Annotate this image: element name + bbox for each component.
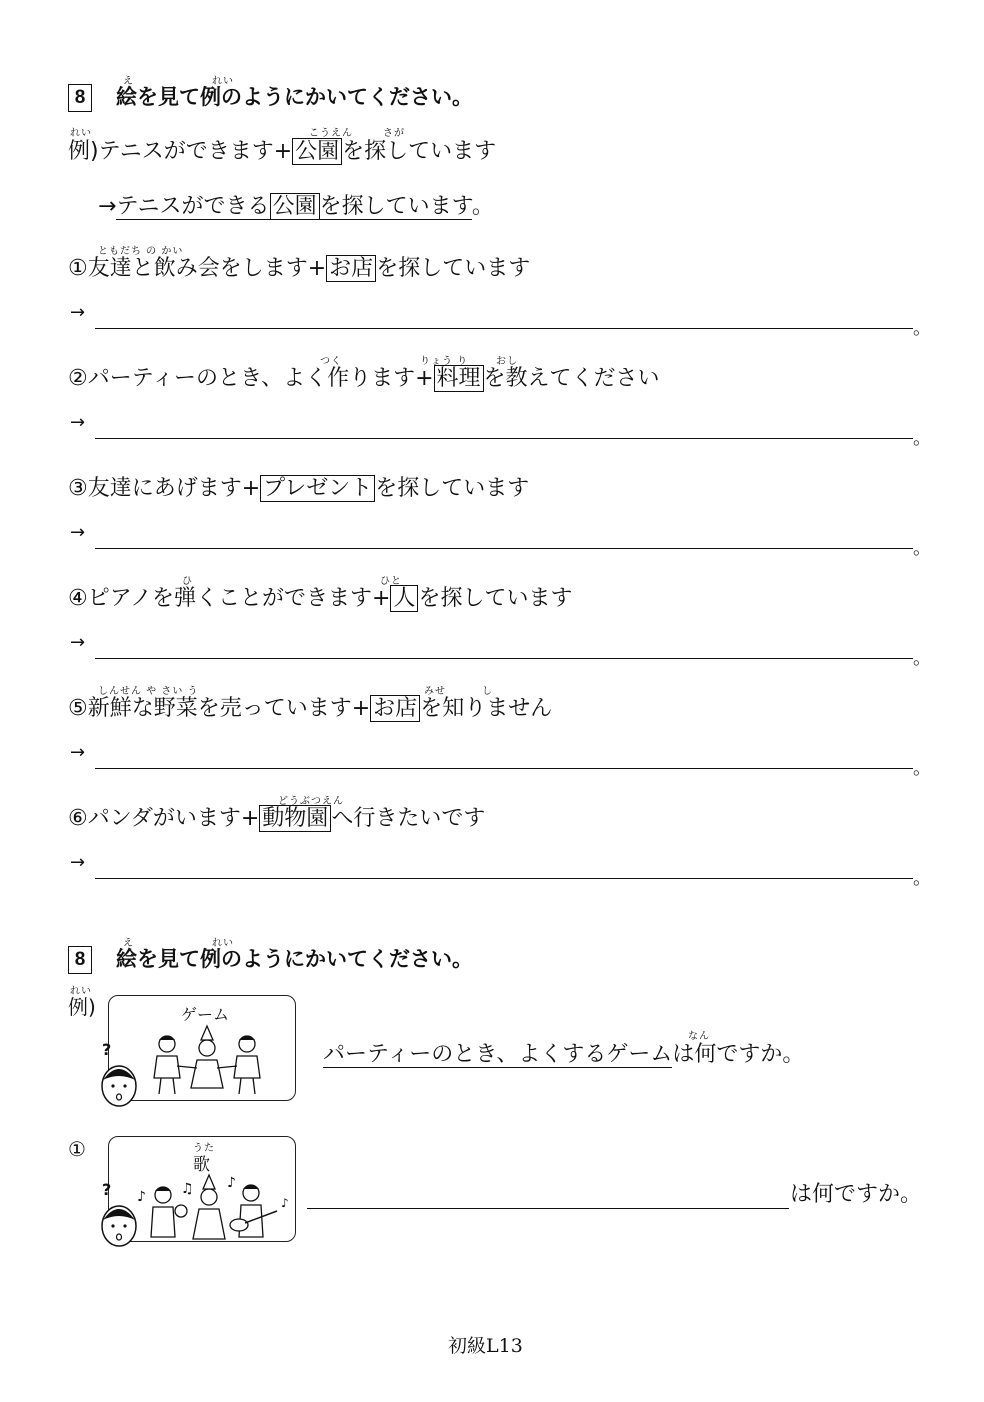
item-ruby: どうぶつえん [278, 796, 344, 807]
item-ruby: し [482, 686, 493, 697]
item-boxed-word: プレゼント [260, 475, 375, 502]
answer-arrow-icon: → [70, 742, 86, 763]
item-before: ピアノを弾くことができます+ [87, 586, 391, 611]
section2-example-ruby: れい [70, 986, 92, 997]
item-prompt [68, 804, 485, 834]
section2-example-answer [323, 1040, 804, 1070]
item1-answer-tail: は何ですか。 [790, 1182, 923, 1207]
item-boxed-word: 人 [390, 585, 418, 612]
item-ruby: ともだち の かい [98, 246, 184, 257]
example-label-ruby: れい [70, 128, 92, 139]
heading-ruby-rei: れい [212, 76, 234, 87]
item-boxed-word: お店 [326, 255, 376, 282]
item-boxed-word: 動物園 [259, 805, 331, 832]
item1-questioner-face-icon [98, 1198, 140, 1250]
answer-period: 。 [913, 758, 931, 779]
item-after: へ行きたいです [331, 806, 486, 831]
item-before: パーティーのとき、よく作ります+ [87, 366, 434, 391]
section2-number-box: 8 [68, 946, 92, 974]
answer-arrow-icon: → [70, 852, 86, 873]
section2-heading-ruby-e: え [123, 938, 134, 949]
example-answer-arrow: → [98, 194, 117, 219]
section2-item1-marker: ① [68, 1137, 86, 1161]
example-answer-period: 。 [471, 194, 494, 219]
answer-line[interactable] [95, 768, 913, 769]
item-prompt [68, 364, 660, 394]
item-prompt [68, 474, 529, 504]
item-marker: ④ [68, 586, 88, 611]
svg-text:♪: ♪ [227, 1175, 236, 1191]
item-ruby: しんせん や さい う [98, 686, 199, 697]
item-before: 友達にあげます+ [87, 476, 261, 501]
example-answer [98, 192, 494, 222]
item1-answer-line[interactable] [307, 1208, 789, 1209]
item-before: パンダがいます+ [87, 806, 260, 831]
item-boxed-word: 料理 [434, 365, 484, 392]
example-rest-ruby: なん [688, 1031, 710, 1042]
item-prompt [68, 254, 530, 284]
answer-line[interactable] [95, 658, 913, 659]
svg-text:♪: ♪ [137, 1189, 146, 1205]
item-ruby: ひ [182, 576, 193, 587]
heading-ruby-e: え [123, 76, 134, 87]
item-ruby: りょう り [420, 356, 469, 367]
answer-period: 。 [913, 648, 931, 669]
item-marker: ② [68, 366, 88, 391]
section2-example-rest: は何ですか。 [672, 1042, 805, 1067]
item-after: を探しています [375, 476, 530, 501]
answer-arrow-icon: → [70, 302, 86, 323]
answer-line[interactable] [95, 878, 913, 879]
item-prompt [68, 694, 552, 724]
example-picture-word: ゲーム [181, 1005, 230, 1024]
answer-period: 。 [913, 318, 931, 339]
example-suffix: を探しています [342, 139, 497, 164]
item-prompt [68, 584, 572, 614]
item1-picture-word: 歌 [193, 1155, 210, 1175]
item1-question-mark: ? [102, 1180, 112, 1199]
answer-period: 。 [913, 868, 931, 889]
item-after: を探しています [418, 586, 573, 611]
answer-arrow-icon: → [70, 522, 86, 543]
item-marker: ① [68, 256, 88, 281]
item-after: を探しています [376, 256, 531, 281]
example-answer-underlined: テニスができる 公園 を探しています [116, 194, 472, 219]
item-ruby: つく [320, 356, 342, 367]
example-boxed-word: 公園 [292, 138, 342, 165]
answer-arrow-icon: → [70, 632, 86, 653]
item-after: を教えてください [483, 366, 660, 391]
svg-text:♫: ♫ [181, 1181, 194, 1197]
section2-example-underlined: パーティーのとき、よくするゲーム [323, 1042, 673, 1067]
example-boxed-ruby: こうえん [309, 128, 353, 139]
item-marker: ③ [68, 476, 88, 501]
page-footer: 初級L13 [448, 1335, 523, 1357]
answer-line[interactable] [95, 438, 913, 439]
item-after: を知りません [420, 696, 553, 721]
answer-arrow-icon: → [70, 412, 86, 433]
section2-heading-ruby-rei: れい [212, 938, 234, 949]
item-boxed-word: お店 [370, 695, 420, 722]
item-marker: ⑥ [68, 806, 88, 831]
answer-line[interactable] [95, 328, 913, 329]
item-marker: ⑤ [68, 696, 88, 721]
item-before: 新鮮な野菜を売っています+ [87, 696, 371, 721]
item-ruby: おし [496, 356, 518, 367]
answer-line[interactable] [95, 548, 913, 549]
svg-text:♪: ♪ [281, 1196, 289, 1210]
section-number-box: 8 [68, 84, 92, 112]
item-before: 友達と飲み会をします+ [87, 256, 327, 281]
item-ruby: みせ [424, 686, 446, 697]
section2-heading: 絵を見て例のようにかいてください。 [116, 947, 473, 971]
example-label: 例 [68, 139, 91, 164]
questioner-face-icon [98, 1058, 140, 1110]
example-line [68, 137, 496, 167]
example-suffix-ruby: さが [383, 128, 405, 139]
example-prefix: )テニスができます+ [90, 139, 293, 164]
example-answer-boxed: 公園 [270, 193, 320, 220]
answer-period: 。 [913, 428, 931, 449]
example-question-mark: ? [102, 1040, 112, 1059]
answer-period: 。 [913, 538, 931, 559]
section2-example-label: 例) [68, 995, 96, 1019]
section-heading: 絵を見て例のようにかいてください。 [116, 85, 473, 109]
item-ruby: ひと [380, 576, 402, 587]
item1-picture-ruby: うた [193, 1143, 215, 1154]
